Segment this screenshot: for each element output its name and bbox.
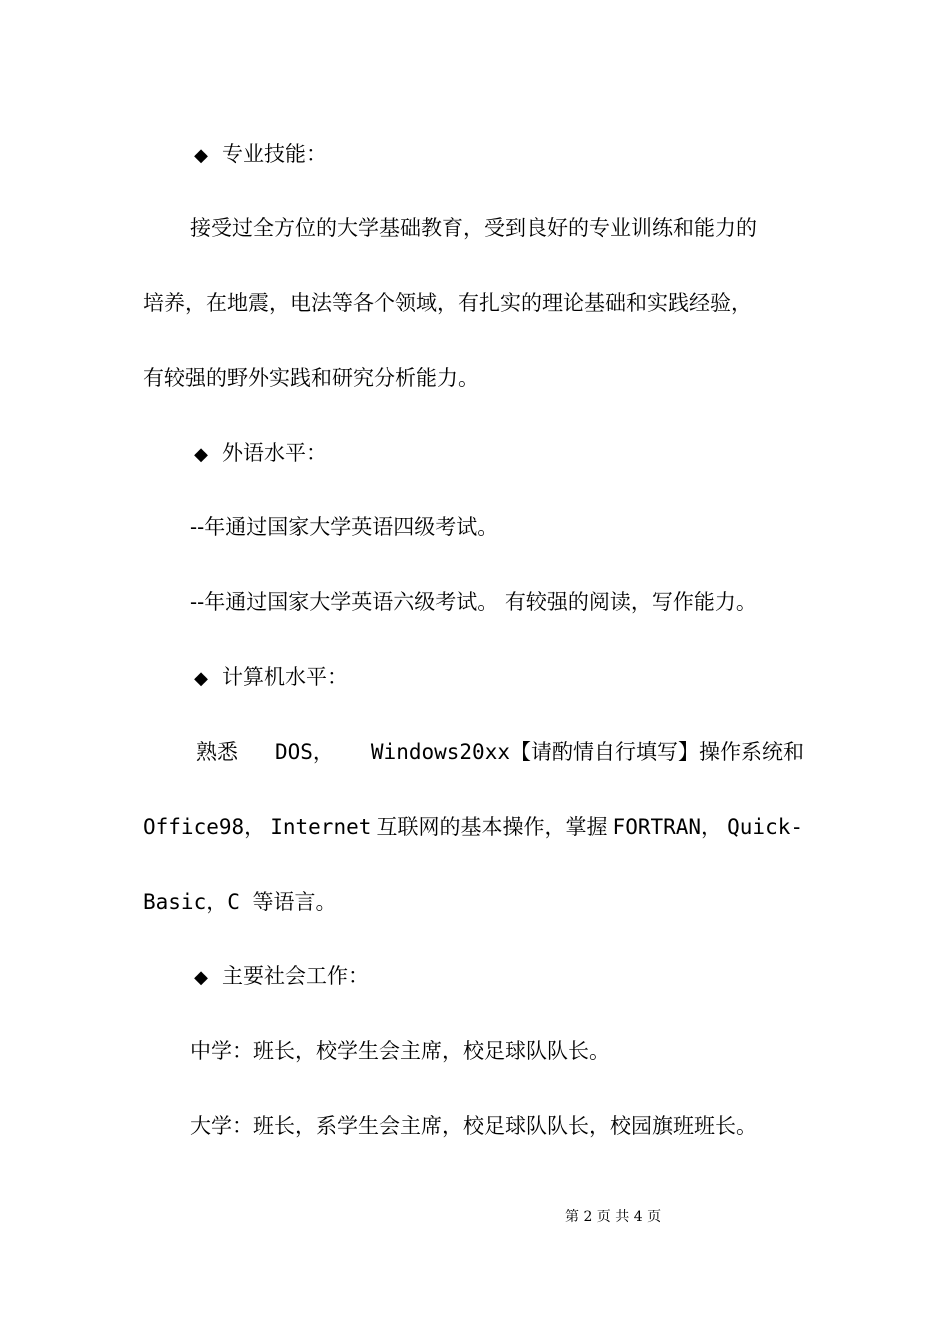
diamond-bullet-icon: ◆ xyxy=(194,967,208,988)
text-part: DOS， xyxy=(274,740,334,764)
diamond-bullet-icon: ◆ xyxy=(194,145,208,166)
diamond-bullet-icon: ◆ xyxy=(194,444,208,465)
diamond-bullet-icon: ◆ xyxy=(194,668,208,689)
text-part: Windows20xx【请酌情自行填写】操作系统和 xyxy=(370,740,804,764)
computer-heading xyxy=(190,663,348,693)
language-heading-text: 外语水平： xyxy=(222,441,327,465)
text-part: 互联网的基本操作，掌握 xyxy=(376,815,608,839)
text-part: Internet xyxy=(270,815,372,839)
social-text-line: 中学：班长，校学生会主席，校足球队队长。 xyxy=(190,1039,610,1063)
text-part: Quick- xyxy=(727,815,803,839)
skills-text-line: 培养，在地震，电法等各个领域，有扎实的理论基础和实践经验， xyxy=(143,291,752,315)
social-text-line: 大学：班长，系学生会主席，校足球队队长，校园旗班班长。 xyxy=(190,1114,757,1138)
computer-heading-text: 计算机水平： xyxy=(222,665,348,689)
skills-heading xyxy=(190,140,327,170)
language-heading xyxy=(190,439,327,469)
social-heading-text: 主要社会工作： xyxy=(222,964,369,988)
computer-text-line xyxy=(143,813,803,841)
skills-text-line: 接受过全方位的大学基础教育，受到良好的专业训练和能力的 xyxy=(190,216,757,240)
language-text-line: --年通过国家大学英语四级考试。 xyxy=(190,515,499,539)
text-part: FORTRAN， xyxy=(612,815,723,839)
text-part: Office98， xyxy=(143,815,266,839)
language-text-line: --年通过国家大学英语六级考试。 有较强的阅读，写作能力。 xyxy=(190,590,757,614)
social-heading xyxy=(190,962,369,992)
page-number-footer: 第 2 页 共 4 页 xyxy=(565,1209,662,1225)
text-part: 熟悉 xyxy=(196,740,238,764)
computer-text-line xyxy=(196,738,804,766)
skills-text-line: 有较强的野外实践和研究分析能力。 xyxy=(143,366,479,390)
skills-heading-text: 专业技能： xyxy=(222,142,327,166)
computer-text-line: Basic，C 等语言。 xyxy=(143,890,337,914)
